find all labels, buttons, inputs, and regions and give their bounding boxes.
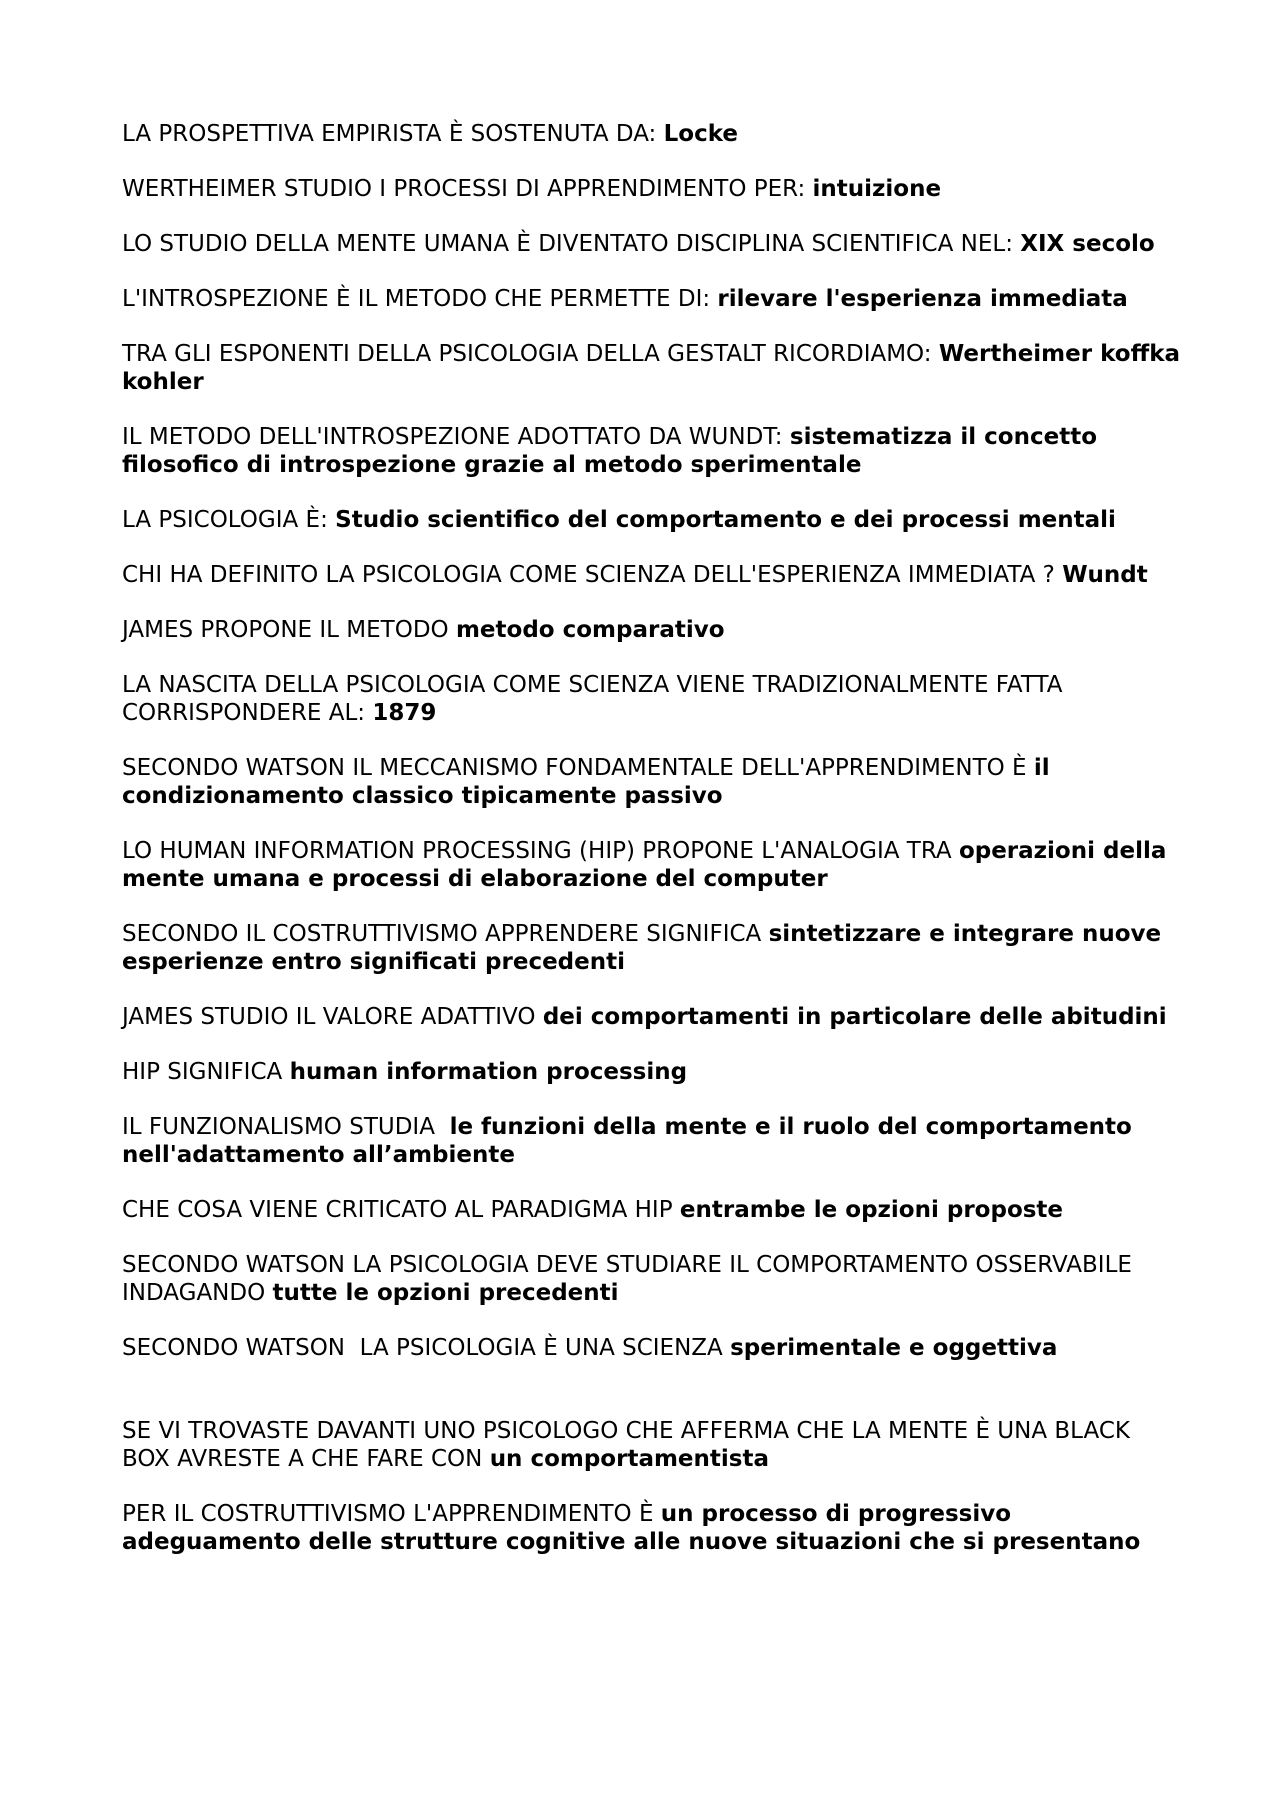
- qa-item-4: [122, 285, 1182, 313]
- qa-item-8: [122, 561, 1182, 589]
- answer-text: un comportamentista: [489, 1446, 769, 1472]
- question-text: CHI HA DEFINITO LA PSICOLOGIA COME SCIENZA DELL'ESPERIENZA IMMEDIATA ?: [122, 562, 1063, 588]
- document-page: [122, 120, 1182, 1583]
- qa-item-1: [122, 120, 1182, 148]
- question-text: LA PSICOLOGIA È:: [122, 507, 336, 533]
- qa-item-11: [122, 754, 1182, 810]
- qa-item-18: [122, 1251, 1182, 1307]
- answer-text: Wertheimer koffka kohler: [122, 341, 1181, 395]
- question-text: IL FUNZIONALISMO STUDIA: [122, 1114, 450, 1140]
- qa-item-10: [122, 671, 1182, 727]
- qa-item-12: [122, 837, 1182, 893]
- qa-item-19: [122, 1334, 1182, 1362]
- question-text: JAMES PROPONE IL METODO: [122, 617, 456, 643]
- qa-item-20: [122, 1417, 1182, 1473]
- qa-item-6: [122, 423, 1182, 479]
- answer-text: tutte le opzioni precedenti: [272, 1280, 619, 1306]
- answer-text: Studio scientifico del comportamento e dei processi mentali: [335, 507, 1116, 533]
- qa-item-2: [122, 175, 1182, 203]
- question-text: LA PROSPETTIVA EMPIRISTA È SOSTENUTA DA:: [122, 121, 664, 147]
- answer-text: sperimentale e oggettiva: [730, 1335, 1058, 1361]
- answer-text: un processo di progressivo adeguamento delle strutture cognitive alle nuove situazioni che si presentano: [122, 1501, 1141, 1555]
- qa-item-13: [122, 920, 1182, 976]
- question-text: SECONDO WATSON LA PSICOLOGIA DEVE STUDIARE IL COMPORTAMENTO OSSERVABILE INDAGANDO: [122, 1252, 1140, 1306]
- qa-item-21: [122, 1500, 1182, 1556]
- qa-item-3: [122, 230, 1182, 258]
- answer-text: entrambe le opzioni proposte: [679, 1197, 1064, 1223]
- question-text: TRA GLI ESPONENTI DELLA PSICOLOGIA DELLA GESTALT RICORDIAMO:: [122, 341, 939, 367]
- answer-text: dei comportamenti in particolare delle abitudini: [542, 1004, 1167, 1030]
- answer-text: il condizionamento classico tipicamente passivo: [122, 755, 1050, 809]
- qa-item-17: [122, 1196, 1182, 1224]
- question-text: IL METODO DELL'INTROSPEZIONE ADOTTATO DA WUNDT:: [122, 424, 790, 450]
- question-text: LO STUDIO DELLA MENTE UMANA È DIVENTATO DISCIPLINA SCIENTIFICA NEL:: [122, 231, 1021, 257]
- answer-text: le funzioni della mente e il ruolo del comportamento nell'adattamento all’ambiente: [122, 1114, 1132, 1168]
- answer-text: Locke: [663, 121, 738, 147]
- question-text: HIP SIGNIFICA: [122, 1059, 290, 1085]
- answer-text: operazioni della mente umana e processi di elaborazione del computer: [122, 838, 1167, 892]
- answer-text: human information processing: [289, 1059, 688, 1085]
- question-text: WERTHEIMER STUDIO I PROCESSI DI APPRENDIMENTO PER:: [122, 176, 813, 202]
- qa-item-16: [122, 1113, 1182, 1169]
- question-text: SE VI TROVASTE DAVANTI UNO PSICOLOGO CHE AFFERMA CHE LA MENTE È UNA BLACK BOX AVRESTE A CHE FARE CON: [122, 1418, 1138, 1472]
- qa-item-15: [122, 1058, 1182, 1086]
- answer-text: XIX secolo: [1020, 231, 1155, 257]
- question-text: CHE COSA VIENE CRITICATO AL PARADIGMA HIP: [122, 1197, 680, 1223]
- qa-item-14: [122, 1003, 1182, 1031]
- question-text: PER IL COSTRUTTIVISMO L'APPRENDIMENTO È: [122, 1501, 661, 1527]
- question-text: SECONDO IL COSTRUTTIVISMO APPRENDERE SIGNIFICA: [122, 921, 769, 947]
- question-text: LA NASCITA DELLA PSICOLOGIA COME SCIENZA VIENE TRADIZIONALMENTE FATTA CORRISPONDERE AL:: [122, 672, 1070, 726]
- question-text: JAMES STUDIO IL VALORE ADATTIVO: [122, 1004, 543, 1030]
- qa-item-7: [122, 506, 1182, 534]
- question-text: SECONDO WATSON LA PSICOLOGIA È UNA SCIENZA: [122, 1335, 731, 1361]
- qa-item-9: [122, 616, 1182, 644]
- answer-text: sistematizza il concetto filosofico di introspezione grazie al metodo sperimentale: [122, 424, 1098, 478]
- question-text: LO HUMAN INFORMATION PROCESSING (HIP) PROPONE L'ANALOGIA TRA: [122, 838, 959, 864]
- qa-item-5: [122, 340, 1182, 396]
- answer-text: rilevare l'esperienza immediata: [717, 286, 1128, 312]
- question-text: L'INTROSPEZIONE È IL METODO CHE PERMETTE DI:: [122, 286, 718, 312]
- answer-text: Wundt: [1062, 562, 1148, 588]
- answer-text: 1879: [372, 700, 437, 726]
- answer-text: metodo comparativo: [455, 617, 725, 643]
- question-text: SECONDO WATSON IL MECCANISMO FONDAMENTALE DELL'APPRENDIMENTO È: [122, 755, 1034, 781]
- answer-text: intuizione: [812, 176, 942, 202]
- answer-text: sintetizzare e integrare nuove esperienze entro significati precedenti: [122, 921, 1162, 975]
